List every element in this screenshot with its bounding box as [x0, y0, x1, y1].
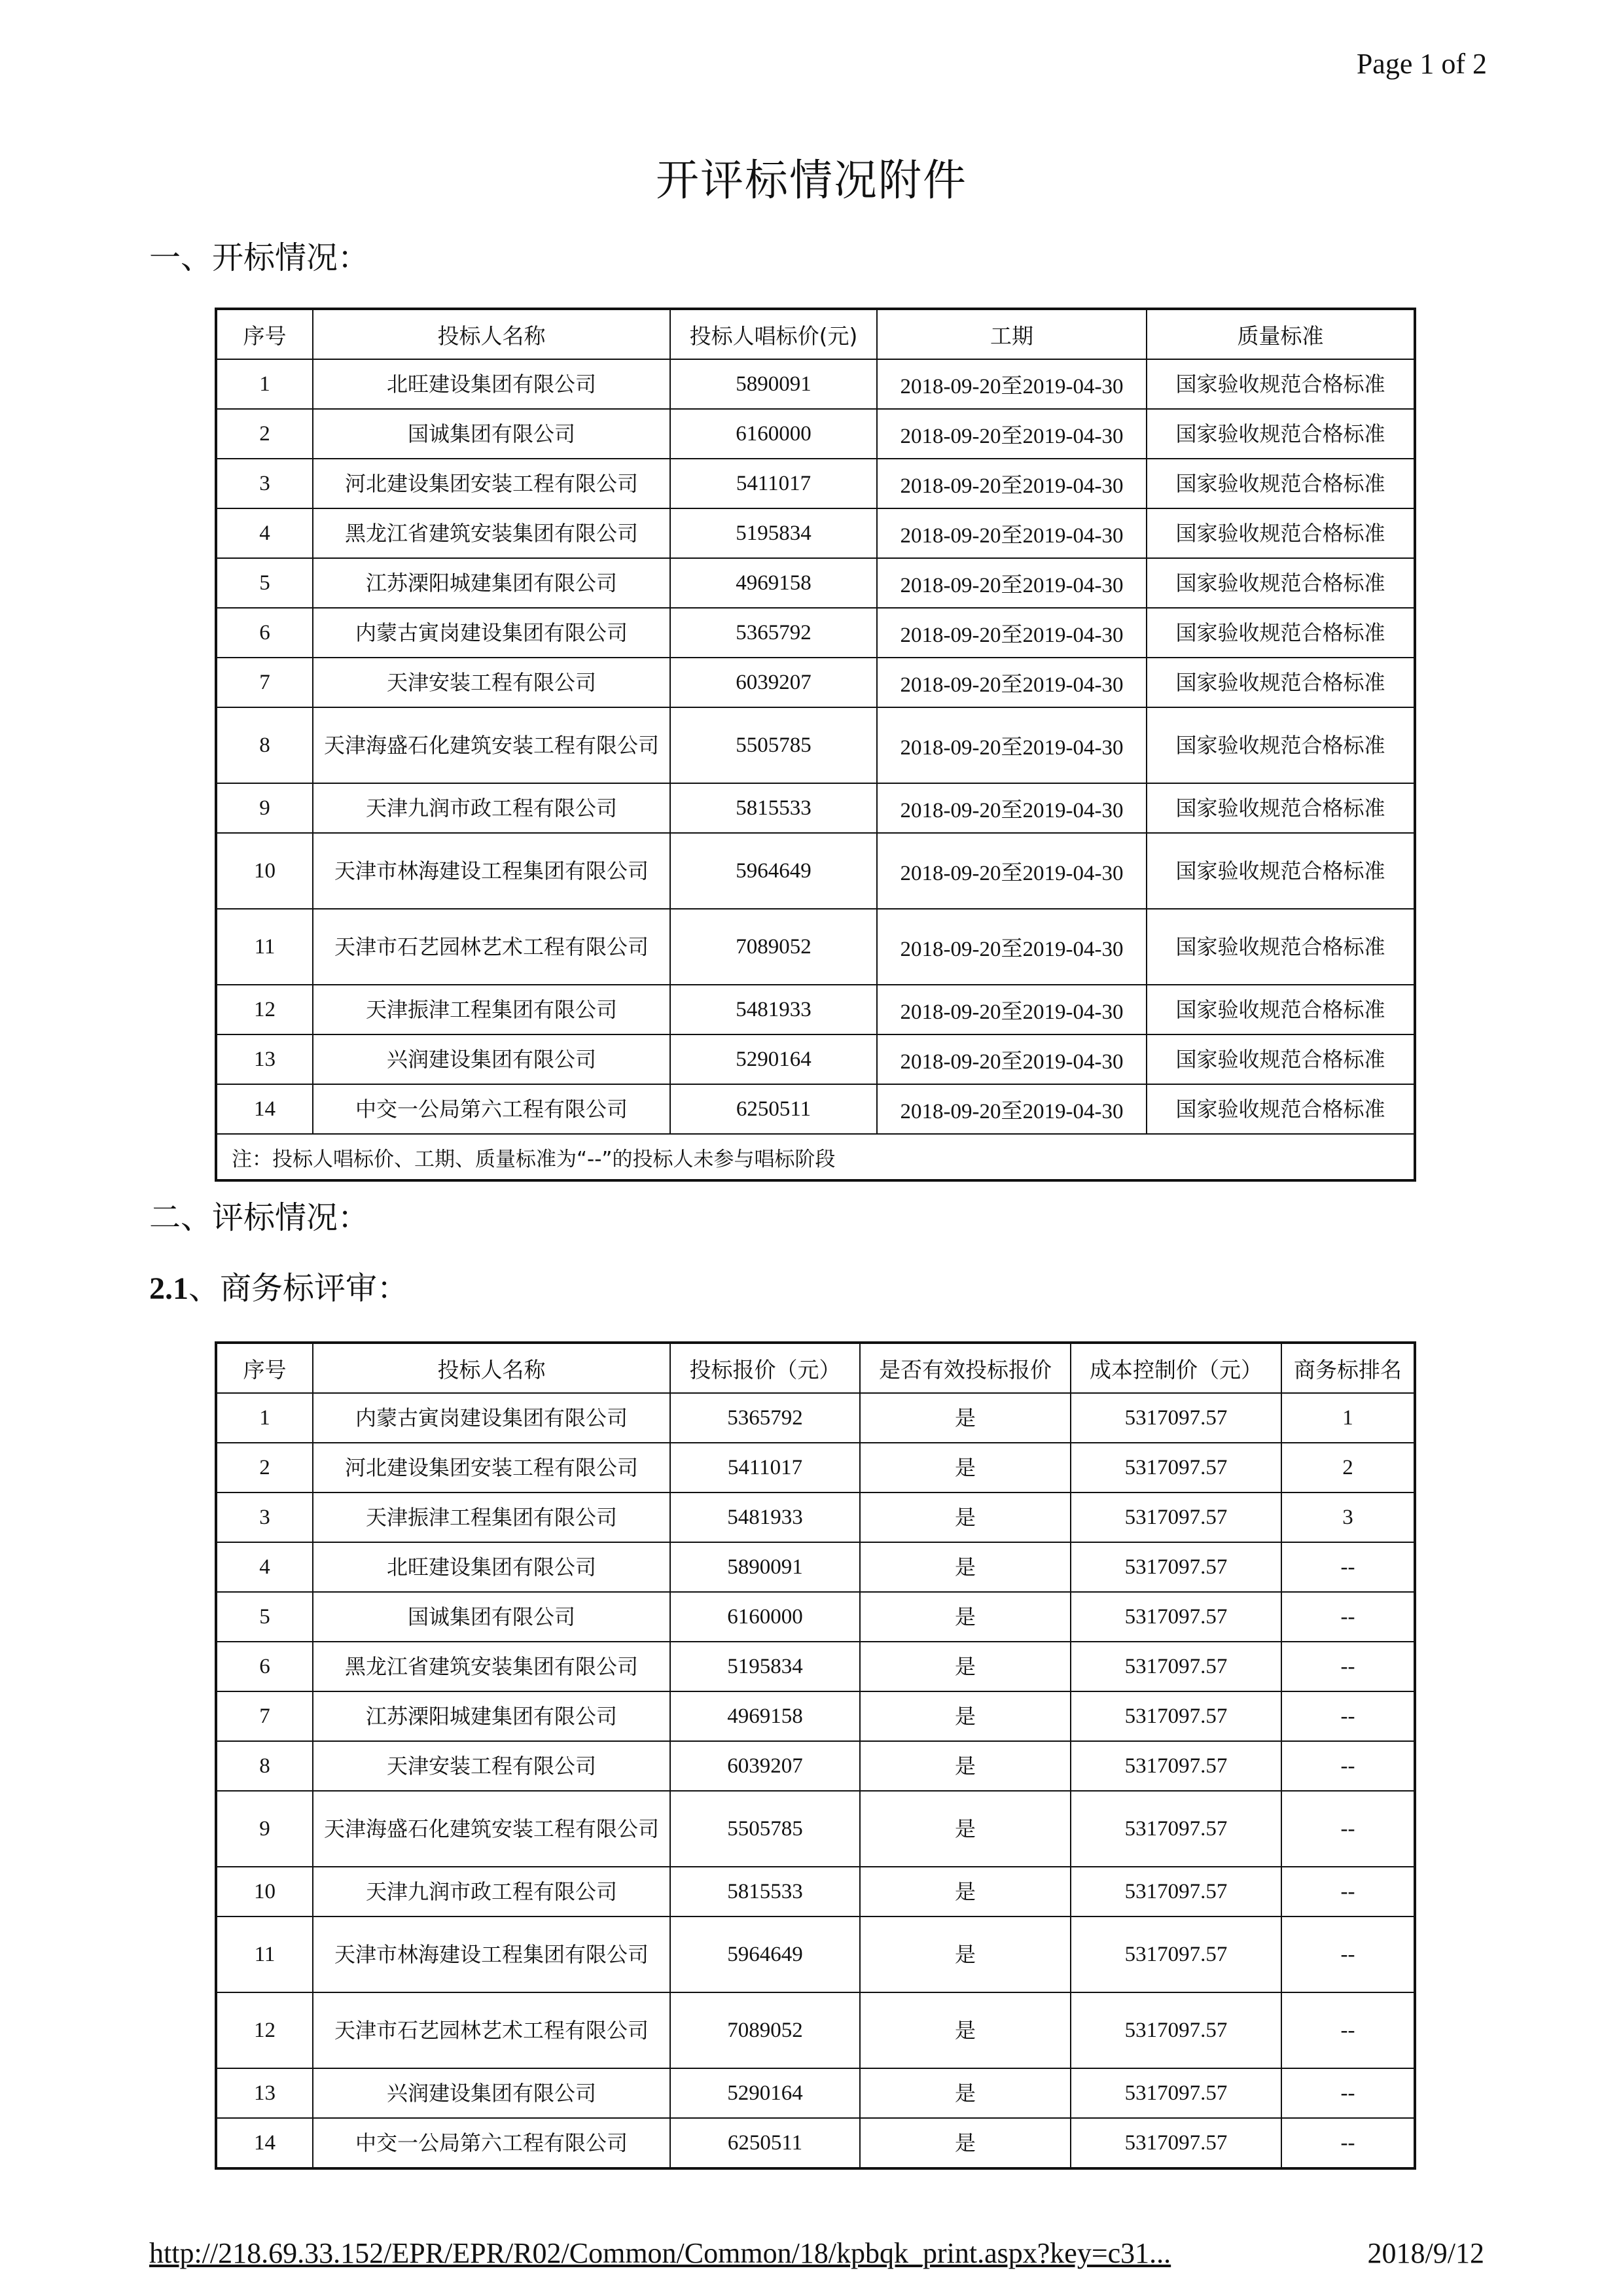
table-row — [216, 608, 1415, 658]
cell-bid-price: 5365792 — [670, 608, 877, 658]
cell-cost-control: 5317097.57 — [1071, 1393, 1281, 1443]
cell-no: 10 — [216, 1867, 313, 1916]
table-row — [216, 558, 1415, 608]
cell-no: 7 — [216, 1691, 313, 1741]
cell-valid: 是 — [860, 1867, 1071, 1916]
table-row — [216, 909, 1415, 985]
column-header: 商务标排名 — [1281, 1343, 1415, 1393]
cell-bidder-name: 江苏溧阳城建集团有限公司 — [313, 558, 670, 608]
cell-period: 2018-09-20至2019-04-30 — [877, 558, 1147, 608]
table-row — [216, 1034, 1415, 1084]
cell-valid: 是 — [860, 1642, 1071, 1691]
cell-rank: 3 — [1281, 1492, 1415, 1542]
cell-quality: 国家验收规范合格标准 — [1147, 1084, 1415, 1134]
cell-no: 14 — [216, 1084, 313, 1134]
cell-bidder-name: 天津海盛石化建筑安装工程有限公司 — [313, 707, 670, 783]
table-note-row — [216, 1134, 1415, 1180]
cell-no: 2 — [216, 1443, 313, 1492]
cell-no: 11 — [216, 1916, 313, 1992]
cell-no: 9 — [216, 1791, 313, 1867]
cell-rank: -- — [1281, 1916, 1415, 1992]
cell-rank: -- — [1281, 2068, 1415, 2118]
cell-bidder-name: 国诚集团有限公司 — [313, 409, 670, 459]
cell-period: 2018-09-20至2019-04-30 — [877, 1034, 1147, 1084]
cell-no: 6 — [216, 1642, 313, 1691]
table-row — [216, 707, 1415, 783]
table-row — [216, 1691, 1415, 1741]
cell-valid: 是 — [860, 1443, 1071, 1492]
cell-period: 2018-09-20至2019-04-30 — [877, 909, 1147, 985]
cell-no: 12 — [216, 1992, 313, 2068]
cell-bid-price: 5964649 — [670, 833, 877, 909]
cell-valid: 是 — [860, 1393, 1071, 1443]
cell-bidder-name: 中交一公局第六工程有限公司 — [313, 1084, 670, 1134]
cell-quality: 国家验收规范合格标准 — [1147, 909, 1415, 985]
cell-period: 2018-09-20至2019-04-30 — [877, 783, 1147, 833]
cell-bid-price: 5815533 — [670, 1867, 860, 1916]
cell-bid-price: 5290164 — [670, 2068, 860, 2118]
cell-period: 2018-09-20至2019-04-30 — [877, 658, 1147, 707]
cell-bidder-name: 黑龙江省建筑安装集团有限公司 — [313, 508, 670, 558]
cell-cost-control: 5317097.57 — [1071, 1691, 1281, 1741]
column-header: 投标人名称 — [313, 1343, 670, 1393]
section-heading-evaluation: 二、评标情况： — [149, 1199, 370, 1236]
cell-cost-control: 5317097.57 — [1071, 1443, 1281, 1492]
table-row — [216, 1992, 1415, 2068]
column-header: 投标人唱标价(元) — [670, 309, 877, 359]
cell-no: 13 — [216, 2068, 313, 2118]
cell-rank: -- — [1281, 1741, 1415, 1791]
cell-bid-price: 5481933 — [670, 985, 877, 1034]
cell-bid-price: 6160000 — [670, 1592, 860, 1642]
column-header: 序号 — [216, 1343, 313, 1393]
cell-quality: 国家验收规范合格标准 — [1147, 608, 1415, 658]
cell-cost-control: 5317097.57 — [1071, 1492, 1281, 1542]
column-header: 工期 — [877, 309, 1147, 359]
cell-no: 1 — [216, 1393, 313, 1443]
cell-bid-price: 5890091 — [670, 359, 877, 409]
cell-quality: 国家验收规范合格标准 — [1147, 359, 1415, 409]
cell-no: 4 — [216, 508, 313, 558]
cell-no: 2 — [216, 409, 313, 459]
footer-url[interactable]: http://218.69.33.152/EPR/EPR/R02/Common/Common/18/kpbqk_print.aspx?key=c31... — [149, 2237, 1171, 2269]
table-row — [216, 459, 1415, 508]
cell-bid-price: 5195834 — [670, 508, 877, 558]
cell-no: 10 — [216, 833, 313, 909]
cell-bid-price: 7089052 — [670, 1992, 860, 2068]
cell-cost-control: 5317097.57 — [1071, 1592, 1281, 1642]
cell-rank: -- — [1281, 1542, 1415, 1592]
page-number: Page 1 of 2 — [1356, 48, 1487, 80]
table-row — [216, 508, 1415, 558]
table-row — [216, 833, 1415, 909]
cell-valid: 是 — [860, 1691, 1071, 1741]
cell-bid-price: 5505785 — [670, 1791, 860, 1867]
cell-cost-control: 5317097.57 — [1071, 1642, 1281, 1691]
cell-valid: 是 — [860, 1741, 1071, 1791]
cell-bidder-name: 天津市石艺园林艺术工程有限公司 — [313, 909, 670, 985]
cell-bid-price: 5481933 — [670, 1492, 860, 1542]
cell-rank: -- — [1281, 1791, 1415, 1867]
table-note: 注：投标人唱标价、工期、质量标准为“--”的投标人未参与唱标阶段 — [216, 1134, 1415, 1180]
cell-valid: 是 — [860, 1492, 1071, 1542]
cell-quality: 国家验收规范合格标准 — [1147, 409, 1415, 459]
cell-rank: -- — [1281, 1867, 1415, 1916]
table-row — [216, 1542, 1415, 1592]
cell-no: 3 — [216, 1492, 313, 1542]
cell-bidder-name: 天津振津工程集团有限公司 — [313, 1492, 670, 1542]
column-header: 成本控制价（元） — [1071, 1343, 1281, 1393]
cell-bidder-name: 黑龙江省建筑安装集团有限公司 — [313, 1642, 670, 1691]
commercial-review-table — [215, 1341, 1416, 2170]
cell-bid-price: 5890091 — [670, 1542, 860, 1592]
table-row — [216, 658, 1415, 707]
table-row — [216, 1492, 1415, 1542]
table-row — [216, 409, 1415, 459]
cell-period: 2018-09-20至2019-04-30 — [877, 707, 1147, 783]
cell-cost-control: 5317097.57 — [1071, 1542, 1281, 1592]
document-title: 开评标情况附件 — [656, 155, 967, 205]
cell-cost-control: 5317097.57 — [1071, 1992, 1281, 2068]
table-row — [216, 1867, 1415, 1916]
cell-no: 11 — [216, 909, 313, 985]
cell-bidder-name: 北旺建设集团有限公司 — [313, 359, 670, 409]
cell-bidder-name: 内蒙古寅岗建设集团有限公司 — [313, 608, 670, 658]
cell-rank: -- — [1281, 1592, 1415, 1642]
table-row — [216, 1642, 1415, 1691]
footer-date: 2018/9/12 — [1367, 2237, 1484, 2269]
cell-valid: 是 — [860, 1992, 1071, 2068]
cell-rank: 1 — [1281, 1393, 1415, 1443]
cell-bid-price: 5411017 — [670, 1443, 860, 1492]
cell-quality: 国家验收规范合格标准 — [1147, 558, 1415, 608]
cell-bid-price: 6250511 — [670, 1084, 877, 1134]
cell-rank: -- — [1281, 1691, 1415, 1741]
cell-cost-control: 5317097.57 — [1071, 1791, 1281, 1867]
table-row — [216, 2118, 1415, 2168]
table-row — [216, 985, 1415, 1034]
cell-quality: 国家验收规范合格标准 — [1147, 833, 1415, 909]
cell-period: 2018-09-20至2019-04-30 — [877, 359, 1147, 409]
cell-cost-control: 5317097.57 — [1071, 2118, 1281, 2168]
cell-bidder-name: 天津安装工程有限公司 — [313, 658, 670, 707]
cell-bidder-name: 天津市林海建设工程集团有限公司 — [313, 1916, 670, 1992]
cell-no: 5 — [216, 558, 313, 608]
cell-bidder-name: 天津振津工程集团有限公司 — [313, 985, 670, 1034]
cell-no: 14 — [216, 2118, 313, 2168]
subsection-number: 2.1 — [149, 1271, 188, 1306]
cell-no: 6 — [216, 608, 313, 658]
cell-valid: 是 — [860, 1791, 1071, 1867]
cell-quality: 国家验收规范合格标准 — [1147, 985, 1415, 1034]
cell-bidder-name: 天津九润市政工程有限公司 — [313, 1867, 670, 1916]
column-header: 质量标准 — [1147, 309, 1415, 359]
cell-valid: 是 — [860, 1592, 1071, 1642]
cell-cost-control: 5317097.57 — [1071, 1867, 1281, 1916]
cell-no: 12 — [216, 985, 313, 1034]
section-heading-bid-opening: 一、开标情况： — [149, 239, 370, 276]
cell-quality: 国家验收规范合格标准 — [1147, 783, 1415, 833]
cell-no: 1 — [216, 359, 313, 409]
column-header: 序号 — [216, 309, 313, 359]
column-header: 是否有效投标报价 — [860, 1343, 1071, 1393]
cell-bid-price: 6039207 — [670, 1741, 860, 1791]
cell-bid-price: 6160000 — [670, 409, 877, 459]
column-header: 投标人名称 — [313, 309, 670, 359]
table-row — [216, 1393, 1415, 1443]
cell-rank: -- — [1281, 1992, 1415, 2068]
cell-period: 2018-09-20至2019-04-30 — [877, 608, 1147, 658]
table-row — [216, 783, 1415, 833]
cell-no: 3 — [216, 459, 313, 508]
cell-period: 2018-09-20至2019-04-30 — [877, 985, 1147, 1034]
cell-quality: 国家验收规范合格标准 — [1147, 508, 1415, 558]
cell-quality: 国家验收规范合格标准 — [1147, 459, 1415, 508]
cell-bidder-name: 江苏溧阳城建集团有限公司 — [313, 1691, 670, 1741]
cell-bid-price: 6039207 — [670, 658, 877, 707]
cell-no: 5 — [216, 1592, 313, 1642]
table-header-row — [216, 1343, 1415, 1393]
cell-no: 7 — [216, 658, 313, 707]
cell-bid-price: 5505785 — [670, 707, 877, 783]
table-row — [216, 1791, 1415, 1867]
cell-bidder-name: 天津市石艺园林艺术工程有限公司 — [313, 1992, 670, 2068]
cell-quality: 国家验收规范合格标准 — [1147, 658, 1415, 707]
cell-no: 8 — [216, 707, 313, 783]
table-row — [216, 1916, 1415, 1992]
cell-no: 4 — [216, 1542, 313, 1592]
cell-bid-price: 4969158 — [670, 558, 877, 608]
cell-period: 2018-09-20至2019-04-30 — [877, 459, 1147, 508]
cell-bid-price: 6250511 — [670, 2118, 860, 2168]
table-row — [216, 1084, 1415, 1134]
cell-bidder-name: 河北建设集团安装工程有限公司 — [313, 1443, 670, 1492]
cell-bidder-name: 国诚集团有限公司 — [313, 1592, 670, 1642]
cell-valid: 是 — [860, 1916, 1071, 1992]
cell-bidder-name: 兴润建设集团有限公司 — [313, 2068, 670, 2118]
cell-bid-price: 7089052 — [670, 909, 877, 985]
subsection-title: 、商务标评审： — [188, 1270, 409, 1307]
cell-valid: 是 — [860, 2118, 1071, 2168]
cell-bidder-name: 中交一公局第六工程有限公司 — [313, 2118, 670, 2168]
table-row — [216, 1741, 1415, 1791]
cell-bidder-name: 天津九润市政工程有限公司 — [313, 783, 670, 833]
cell-bidder-name: 兴润建设集团有限公司 — [313, 1034, 670, 1084]
cell-bid-price: 5365792 — [670, 1393, 860, 1443]
cell-cost-control: 5317097.57 — [1071, 1916, 1281, 1992]
cell-bidder-name: 天津市林海建设工程集团有限公司 — [313, 833, 670, 909]
cell-bidder-name: 北旺建设集团有限公司 — [313, 1542, 670, 1592]
cell-bidder-name: 天津海盛石化建筑安装工程有限公司 — [313, 1791, 670, 1867]
cell-bid-price: 5964649 — [670, 1916, 860, 1992]
cell-cost-control: 5317097.57 — [1071, 1741, 1281, 1791]
cell-bid-price: 5290164 — [670, 1034, 877, 1084]
cell-bidder-name: 天津安装工程有限公司 — [313, 1741, 670, 1791]
cell-bid-price: 5195834 — [670, 1642, 860, 1691]
cell-bid-price: 5815533 — [670, 783, 877, 833]
cell-valid: 是 — [860, 2068, 1071, 2118]
table-row — [216, 1443, 1415, 1492]
column-header: 投标报价（元） — [670, 1343, 860, 1393]
cell-period: 2018-09-20至2019-04-30 — [877, 833, 1147, 909]
bid-opening-table — [215, 308, 1416, 1182]
table-row — [216, 1592, 1415, 1642]
cell-bid-price: 4969158 — [670, 1691, 860, 1741]
table-row — [216, 2068, 1415, 2118]
cell-no: 8 — [216, 1741, 313, 1791]
cell-rank: 2 — [1281, 1443, 1415, 1492]
cell-bid-price: 5411017 — [670, 459, 877, 508]
cell-period: 2018-09-20至2019-04-30 — [877, 508, 1147, 558]
cell-bidder-name: 内蒙古寅岗建设集团有限公司 — [313, 1393, 670, 1443]
cell-quality: 国家验收规范合格标准 — [1147, 1034, 1415, 1084]
cell-bidder-name: 河北建设集团安装工程有限公司 — [313, 459, 670, 508]
subsection-heading-commercial — [149, 1263, 408, 1308]
cell-period: 2018-09-20至2019-04-30 — [877, 1084, 1147, 1134]
table-row — [216, 359, 1415, 409]
cell-no: 9 — [216, 783, 313, 833]
cell-rank: -- — [1281, 2118, 1415, 2168]
cell-period: 2018-09-20至2019-04-30 — [877, 409, 1147, 459]
cell-rank: -- — [1281, 1642, 1415, 1691]
cell-valid: 是 — [860, 1542, 1071, 1592]
cell-cost-control: 5317097.57 — [1071, 2068, 1281, 2118]
table-header-row — [216, 309, 1415, 359]
cell-no: 13 — [216, 1034, 313, 1084]
cell-quality: 国家验收规范合格标准 — [1147, 707, 1415, 783]
